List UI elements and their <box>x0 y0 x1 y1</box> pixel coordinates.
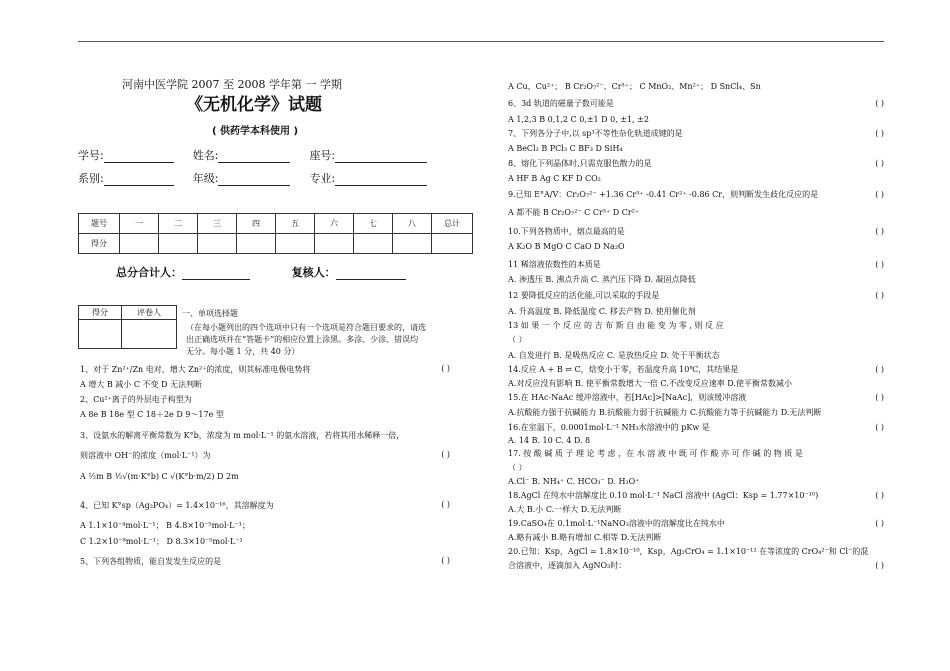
score-table-header-row <box>79 214 473 234</box>
question-options: A.略有减小 B.略有增加 C.相等 D.无法判断 <box>508 533 662 542</box>
score-row-label: 得分 <box>79 234 120 254</box>
info-row-2 <box>78 170 427 186</box>
question-line: 10.下列各物质中，熔点最高的是 ( ) <box>508 227 884 236</box>
seat-label: 座号: <box>309 149 336 162</box>
department-label: 系别: <box>78 172 104 185</box>
question-options: A 增大 B 减小 C 不变 D 无法判断 <box>80 380 202 389</box>
question-line: 7、下列各分子中,以 sp³不等性杂化轨道成键的是 ( ) <box>508 129 884 138</box>
question-options: 17. 按 酸 碱 质 子 理 论 考 虑 ，在 水 溶 液 中 既 可 作 酸 亦 可 作 碱 的 物 质 是 <box>508 449 803 458</box>
score-table-score-row <box>79 234 473 254</box>
instruction-line: 出正确选项并在“答题卡”的相应位置上涂黑。多涂、少涂、错误均 <box>186 335 419 344</box>
question-options: A 1.1×10⁻⁴mol·L⁻¹； B 4.8×10⁻⁵mol·L⁻¹； <box>80 521 250 530</box>
grade-label: 年级: <box>192 172 219 185</box>
score-header-cell: 总计 <box>432 214 473 234</box>
name-label: 姓名: <box>192 149 219 162</box>
grader-name-cell[interactable] <box>122 320 177 349</box>
student-id-field[interactable] <box>104 151 174 163</box>
question-line: 6、3d 轨道的磁量子数可能是 ( ) <box>508 99 884 108</box>
score-cell[interactable] <box>120 234 159 254</box>
info-row-1 <box>78 147 427 163</box>
question-options: A 8e B 18e 型 C 18＋2e D 9～17e 型 <box>80 410 224 419</box>
question-line: 5、下列各组物质，能自发发生反应的是 ( ) <box>80 556 450 566</box>
score-cell[interactable] <box>432 234 473 254</box>
question-line: 1、对于 Zn²⁺/Zn 电对，增大 Zn²⁺的浓度，则其标准电极电势将 ( ) <box>80 364 450 374</box>
score-header-cell: 二 <box>159 214 198 234</box>
section-1-title: 一、单项选择题 <box>182 309 238 318</box>
question-line: 14.反应 A + B ⇌ C，焓变小于零，若温度升高 10℃，其结果是 ( ) <box>508 365 884 374</box>
question-options: A.抗酸能力强于抗碱能力 B.抗酸能力弱于抗碱能力 C.抗酸能力等于抗碱能力 D.无法判断 <box>508 408 822 417</box>
question-line: 4、已知 K°sp（Ag₃PO₄）= 1.4×10⁻¹⁶，其溶解度为 ( ) <box>80 500 450 510</box>
signature-row <box>116 264 406 280</box>
section-1-instructions <box>186 322 426 358</box>
question-line: 15.在 HAc-NaAc 缓冲溶液中，若[HAc]>[NaAc]，则该缓冲溶液 ( ) <box>508 393 884 402</box>
question-options: A K₂O B MgO C CaO D Na₂O <box>508 242 625 251</box>
question-options: A. 升高温度 B. 降低温度 C. 移去产物 D. 使用催化剂 <box>508 307 696 316</box>
reviewer-label: 复核人： <box>291 266 336 279</box>
question-line: 19.CaSO₄在 0.1mol·L⁻¹NaNO₃溶液中的溶解度比在纯水中 ( ) <box>508 519 884 528</box>
question-options: A 1,2,3 B 0,1,2 C 0,±1 D 0, ±1, ±2 <box>508 115 649 124</box>
question-options: A. 14 B. 10 C. 4 D. 8 <box>508 436 591 445</box>
total-scorer-label: 总分合计人： <box>116 266 182 279</box>
grader-name-header: 评卷人 <box>122 306 177 320</box>
question-options: A HF B Ag C KF D CO₂ <box>508 174 601 183</box>
question-line: 12 要降低反应的活化能,可以采取的手段是 ( ) <box>508 291 884 300</box>
score-header-cell: 四 <box>237 214 276 234</box>
question-line: 16.在室温下，0.0001mol·L⁻¹ NH₃水溶液中的 pKw 是 ( ) <box>508 423 884 432</box>
question-line: 合溶液中，逐滴加入 AgNO₃时： ( ) <box>508 561 884 570</box>
top-rule <box>78 41 884 42</box>
question-options: A. 自发进行 B. 是吸热反应 C. 是放热反应 D. 处于平衡状态 <box>508 351 720 360</box>
score-cell[interactable] <box>237 234 276 254</box>
question-options: （ ） <box>508 463 527 472</box>
score-table <box>78 213 473 254</box>
grader-score-header: 得分 <box>79 306 122 320</box>
score-header-cell: 八 <box>393 214 432 234</box>
question-options: 13 如 果 一 个 反 应 的 吉 布 斯 自 由 能 变 为 零 , 则 反 应 <box>508 321 724 330</box>
exam-title: 《无机化学》试题 <box>186 95 322 115</box>
question-options: C 1.2×10⁻⁸mol·L⁻¹； D 8.3×10⁻⁵mol·L⁻¹ <box>80 537 243 546</box>
question-options: A.对反应没有影响 B. 使平衡常数增大一倍 C.不改变反应速率 D.使平衡常数减小 <box>508 379 792 388</box>
score-cell[interactable] <box>198 234 237 254</box>
school-term-line: 河南中医学院 2007 至 2008 学年第 一 学期 <box>122 78 342 91</box>
question-line: 则溶液中 OH⁻的浓度（mol·L⁻¹）为 ( ) <box>80 450 450 460</box>
instruction-line: （在每小题列出的四个选项中只有一个选项是符合题目要求的，请选 <box>186 323 426 332</box>
question-options: 20.已知：Ksp，AgCl = 1.8×10⁻¹⁰，Ksp，Ag₂CrO₄ = 1.1×10⁻¹² 在等浓度的 CrO₄²⁻和 Cl⁻的混 <box>508 547 869 556</box>
grade-field[interactable] <box>218 174 290 186</box>
question-options: A ½m B ½√(m·K°b) C √(K°b·m/2) D 2m <box>80 472 239 481</box>
score-cell[interactable] <box>354 234 393 254</box>
score-cell[interactable] <box>159 234 198 254</box>
major-field[interactable] <box>335 174 427 186</box>
name-field[interactable] <box>218 151 290 163</box>
seat-field[interactable] <box>335 151 427 163</box>
question-options: （ ） <box>508 335 527 344</box>
question-options: A.大 B.小 C.一样大 D.无法判断 <box>508 505 622 514</box>
grader-score-cell[interactable] <box>79 320 122 349</box>
exam-subtitle: ( 供药学本科使用 ) <box>212 126 299 137</box>
question-options: A.Cl⁻ B. NH₄⁺ C. HCO₃⁻ D. H₃O⁺ <box>508 477 640 486</box>
instruction-line: 无分。每小题 1 分，共 40 分） <box>186 347 300 356</box>
score-cell[interactable] <box>276 234 315 254</box>
question-line: 8、熔化下列晶体时,只需克服色散力的是 ( ) <box>508 159 884 168</box>
question-line: 11 稀溶液依数性的本质是 ( ) <box>508 260 884 269</box>
score-header-cell: 一 <box>120 214 159 234</box>
score-header-cell: 三 <box>198 214 237 234</box>
score-cell[interactable] <box>393 234 432 254</box>
question-options: A BeCl₂ B PCl₃ C BF₃ D SiH₄ <box>508 144 623 153</box>
department-field[interactable] <box>104 174 174 186</box>
score-header-cell: 五 <box>276 214 315 234</box>
major-label: 专业: <box>309 172 336 185</box>
question-options: A Cu、Cu²⁺； B Cr₂O₇²⁻、Cr³⁺； C MnO₂、Mn²⁺； D SnCl₄、Sn <box>508 82 761 91</box>
score-header-cell: 六 <box>315 214 354 234</box>
score-header-cell: 七 <box>354 214 393 234</box>
question-line: 9.已知 E°A/V：Cr₂O₇²⁻ +1.36 Cr³⁺ -0.41 Cr²⁺ -0.86 Cr，则判断发生歧化反应的是 ( ) <box>508 190 884 199</box>
total-scorer-field[interactable] <box>182 268 250 280</box>
score-header-cell: 题号 <box>79 214 120 234</box>
question-options: A 都不能 B Cr₂O₇²⁻ C Cr³⁺ D Cr²⁺ <box>508 208 640 217</box>
question-line: 3、设氨水的解离平衡常数为 K°b，浓度为 m mol·L⁻¹ 的氨水溶液，若将其用水稀释一倍， <box>80 431 405 440</box>
question-line: 18.AgCl 在纯水中溶解度比 0.10 mol·L⁻¹ NaCl 溶液中 (AgCl：Ksp = 1.77×10⁻¹⁰) ( ) <box>508 491 884 500</box>
reviewer-field[interactable] <box>336 268 406 280</box>
question-options: A. 渗透压 B. 沸点升高 C. 蒸汽压下降 D. 凝固点降低 <box>508 275 696 284</box>
grader-table <box>78 305 177 349</box>
score-cell[interactable] <box>315 234 354 254</box>
question-line: 2、Cu²⁺离子的外层电子构型为 <box>80 395 192 404</box>
student-id-label: 学号: <box>78 149 104 162</box>
